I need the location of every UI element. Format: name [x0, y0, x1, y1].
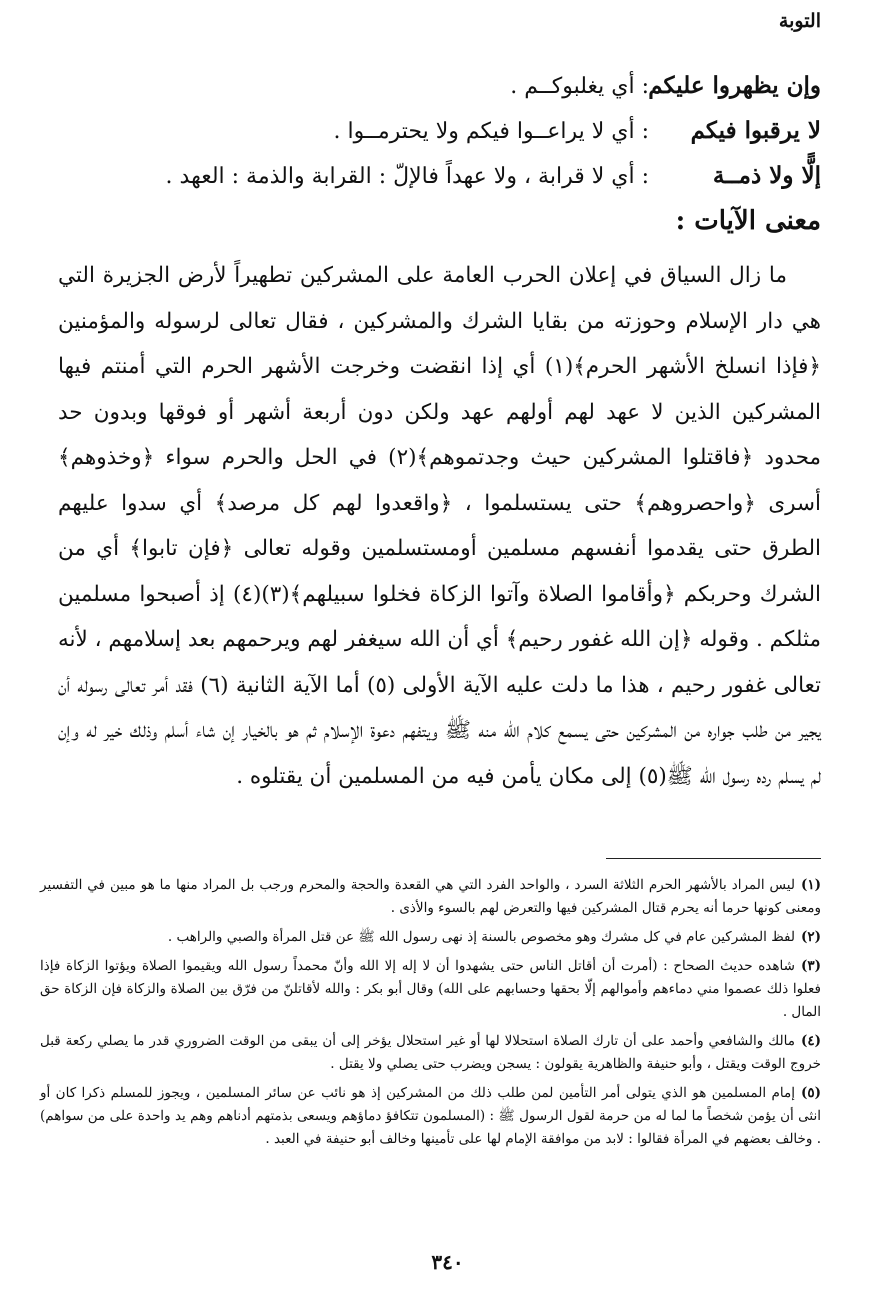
vocab-meaning: : أي يغلبوكــم .	[510, 74, 649, 99]
vocab-term: إلًّا ولا ذمــة	[712, 162, 821, 189]
footnote	[40, 926, 821, 949]
page-number: ٣٤٠	[431, 1250, 464, 1274]
footnote	[40, 874, 821, 920]
footnote	[40, 1030, 821, 1076]
vocab-meaning: : أي لا يراعــوا فيكم ولا يحترمــوا .	[333, 119, 649, 144]
footnote	[40, 955, 821, 1024]
footnote-number: (٥)	[800, 1085, 821, 1101]
footnote-number: (٣)	[800, 958, 821, 974]
vocab-term: لا يرقبوا فيكم	[690, 117, 821, 144]
surah-header: التوبة	[778, 10, 821, 32]
footnote-text: مالك والشافعي وأحمد على أن تارك الصلاة استحلالا لها أو غير استحلال يؤخر إلى أن يبقى من الوقت الضروري قدر ما يصلي ركعة قبل خروج الوقت ويقتل ، وأبو حنيفة والظاهرية يقولون : يسجن ويضرب حتى يصلي ولا يقتل .	[40, 1033, 821, 1072]
footnote-text: ليس المراد بالأشهر الحرم الثلاثة السرد ، والواحد الفرد التي هي القعدة والحجة والمحرم ورجب بل المراد منها ما هو مبين في التفسير ومعنى كونها حرما أنه يحرم قتال المشركين فيها والتعرض لهم بالسوء والأذى .	[40, 877, 821, 916]
footnote-text: إمام المسلمين هو الذي يتولى أمر التأمين لمن طلب ذلك من المشركين إذ هو نائب عن سائر المسلمين ، ويجوز للمسلم ذكرا كان أو انثى أن يؤمن شخصاً ما لما له من حرمة لقول الرسول ﷺ : (المسلمون تتكافؤ دماؤهم ويسعى بذمتهم أدناهم وهم يد واحدة على من سواهم) . وخالف بعضهم في المرأة فقالوا : لابد من موافقة الإمام لها على تأمينها وخالف أبو حنيفة في العبد .	[40, 1085, 821, 1147]
footnote-text: لفظ المشركين عام في كل مشرك وهو مخصوص بالسنة إذ نهى رسول الله ﷺ عن قتل المرأة والصبي والراهب .	[167, 929, 795, 945]
vocabulary-section	[40, 72, 821, 207]
footnote	[40, 1082, 821, 1151]
vocab-meaning: : أي لا قرابة ، ولا عهداً فالإلّ : القرابة والذمة : العهد .	[165, 164, 649, 189]
footnote-divider	[606, 858, 821, 859]
body-paragraph: ما زال السياق في إعلان الحرب العامة على المشركين تطهيراً لأرض الجزيرة التي هي دار الإسلام وحوزته من بقايا الشرك والمشركين ، فقال تعالى لرسوله والمؤمنين ﴿فإذا انسلخ الأشهر الحرم﴾(١) أي إذا انقضت وخرجت الأشهر الحرم التي أمنتم فيها المشركين الذين لا عهد لهم أولهم عهد ولكن دون أربعة أشهر أو فوقها وبدون حد محدود ﴿فاقتلوا المشركين حيث وجدتموهم﴾(٢) في الحل والحرم سواء ﴿وخذوهم﴾ أسرى ﴿واحصروهم﴾ حتى يستسلموا ، ﴿واقعدوا لهم كل مرصد﴾ أي سدوا عليهم الطرق حتى يقدموا أنفسهم مسلمين أومستسلمين وقوله تعالى ﴿فإن تابوا﴾ أي من الشرك وحربكم ﴿وأقاموا الصلاة وآتوا الزكاة فخلوا سبيلهم﴾(٣)(٤) إذ أصبحوا مسلمين مثلكم . وقوله ﴿إن الله غفور رحيم﴾ أي أن الله سيغفر لهم ويرحمهم بعد إسلامهم ، لأنه تعالى غفور رحيم ، هذا ما دلت عليه الآية الأولى (٥) أما الآية الثانية (٦) فقد أمر تعالى رسوله أن يجير من طلب جواره من المشركين حتى يسمع كلام الله منه ﷺ ويتفهم دعوة الإسلام ثم هو بالخيار إن شاء أسلم وذلك خير له وإن لم يسلم رده رسول الله ﷺ(٥) إلى مكان يأمن فيه من المسلمين أن يقتلوه .	[58, 263, 821, 789]
vocab-row	[40, 72, 821, 117]
vocab-row	[40, 117, 821, 162]
footnote-number: (١)	[800, 877, 821, 893]
vocab-row	[40, 162, 821, 207]
vocab-term: وإن يظهروا عليكم	[648, 72, 821, 99]
footnote-number: (٤)	[800, 1033, 821, 1049]
section-title: معنى الآيات :	[675, 206, 821, 236]
footnote-number: (٢)	[800, 929, 821, 945]
footnote-text: شاهده حديث الصحاح : (أمرت أن أقاتل الناس حتى يشهدوا أن لا إله إلا الله وأنّ محمداً رسول الله ويقيموا الصلاة ويؤتوا الزكاة فإذا فعلوا ذلك عصموا مني دماءهم وأموالهم إلّا بحقها وحسابهم على الله) وقال أبو بكر : والله لأقاتلنّ من فرّق بين الصلاة والزكاة فإن الزكاة حق المال .	[40, 958, 821, 1020]
footnotes-section	[40, 874, 821, 1157]
